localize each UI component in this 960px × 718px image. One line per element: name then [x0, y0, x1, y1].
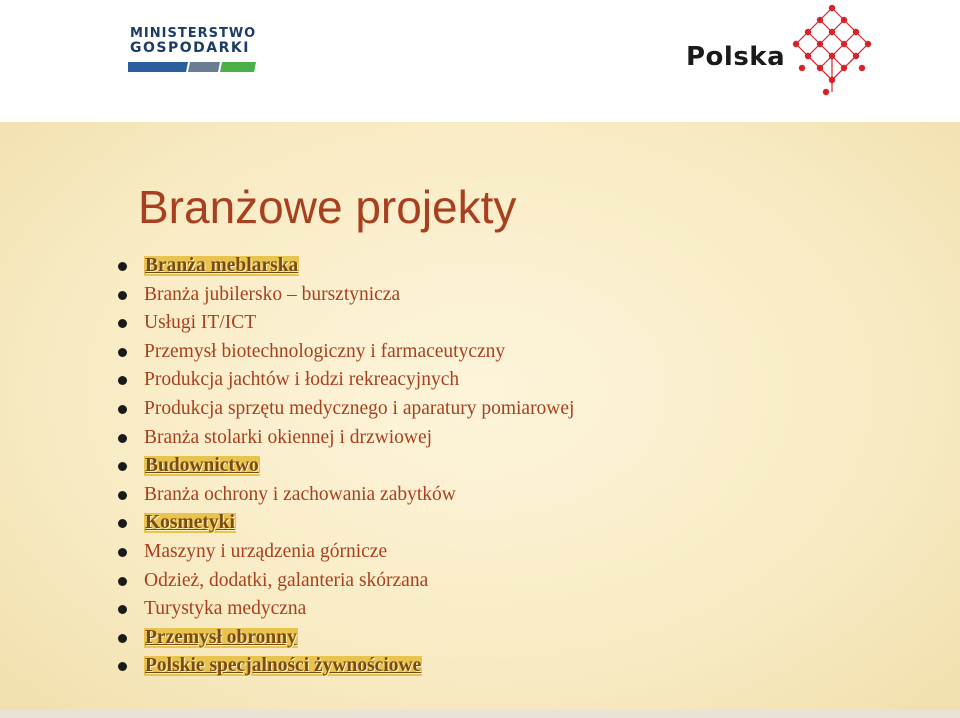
list-item	[118, 567, 574, 596]
list-item	[118, 481, 574, 510]
list-item-label: Polskie specjalności żywnościowe	[145, 655, 422, 677]
list-item	[118, 309, 574, 338]
bullet-icon	[118, 405, 127, 414]
polska-mark-dot	[865, 41, 871, 47]
list-item-label: Przemysł obronny	[145, 626, 297, 648]
bullet-icon	[118, 519, 127, 528]
ministry-bar-blue	[128, 62, 188, 72]
list-item-label: Odzież, dodatki, galanteria skórzana	[144, 569, 429, 591]
polska-mark-dot	[829, 5, 835, 11]
polska-mark-dot	[817, 65, 823, 71]
bullet-icon	[118, 348, 127, 357]
list-item-label: Maszyny i urządzenia górnicze	[144, 540, 388, 562]
bullet-icon	[118, 376, 127, 385]
polska-mark-dot	[805, 53, 811, 59]
list-item	[118, 509, 574, 538]
bullet-icon	[118, 291, 127, 300]
list-item-label: Branża meblarska	[145, 255, 299, 276]
list-item	[118, 538, 574, 567]
ministry-logo-bars	[128, 62, 256, 72]
polska-logo-mark	[772, 0, 880, 100]
polska-mark-dot	[853, 53, 859, 59]
bullet-icon	[118, 605, 127, 614]
list-item	[118, 395, 574, 424]
list-item	[118, 281, 574, 310]
bullet-icon	[118, 319, 127, 328]
polska-mark-dot	[799, 65, 805, 71]
list-item-label: Branża jubilersko – bursztynicza	[144, 283, 401, 305]
list-item-label: Budownictwo	[145, 455, 259, 477]
polska-logo-text: Polska	[686, 42, 786, 72]
polska-mark-dot	[829, 77, 835, 83]
polska-mark-dot	[829, 29, 835, 35]
slide-bottom-strip	[0, 710, 960, 718]
polska-mark-dot	[805, 29, 811, 35]
list-item	[118, 652, 574, 681]
list-item	[118, 595, 574, 624]
list-item	[118, 624, 574, 653]
polska-mark-dot	[793, 41, 799, 47]
ministry-logo-line2: GOSPODARKI	[130, 40, 250, 56]
slide-title: Branżowe projekty	[138, 181, 517, 233]
ministerstwo-gospodarki-logo	[128, 26, 256, 74]
bullet-icon	[118, 577, 127, 586]
bullet-icon	[118, 262, 127, 271]
list-item	[118, 424, 574, 453]
list-item	[118, 452, 574, 481]
polska-mark-dot	[829, 53, 835, 59]
industry-list	[118, 252, 574, 681]
polska-logo	[680, 0, 880, 100]
list-item-label: Przemysł biotechnologiczny i farmaceutyczny	[144, 340, 506, 362]
bullet-icon	[118, 462, 127, 471]
ministry-bar-green	[220, 62, 256, 72]
list-item-label: Kosmetyki	[145, 512, 235, 534]
polska-mark-dot	[817, 17, 823, 23]
ministry-bar-grey	[188, 62, 220, 72]
polska-mark-dot	[859, 65, 865, 71]
polska-mark-dot	[817, 41, 823, 47]
list-item-label: Produkcja jachtów i łodzi rekreacyjnych	[144, 369, 460, 391]
list-item	[118, 366, 574, 395]
bullet-icon	[118, 662, 127, 671]
bullet-icon	[118, 548, 127, 557]
list-item-label: Produkcja sprzętu medycznego i aparatury pomiarowej	[144, 397, 575, 419]
polska-mark-dot	[853, 29, 859, 35]
list-item	[118, 338, 574, 367]
polska-mark-dot	[841, 41, 847, 47]
ministry-logo-line1: MINISTERSTWO	[130, 26, 257, 41]
list-item-label: Turystyka medyczna	[144, 598, 307, 620]
polska-mark-dot	[823, 89, 829, 95]
polska-mark-dot	[841, 65, 847, 71]
list-item-label: Usługi IT/ICT	[144, 312, 257, 334]
bullet-icon	[118, 491, 127, 500]
list-item-label: Branża stolarki okiennej i drzwiowej	[144, 426, 433, 448]
bullet-icon	[118, 434, 127, 443]
header	[0, 0, 960, 122]
list-item	[118, 252, 574, 281]
list-item-label: Branża ochrony i zachowania zabytków	[144, 483, 456, 505]
polska-mark-dot	[841, 17, 847, 23]
bullet-icon	[118, 634, 127, 643]
